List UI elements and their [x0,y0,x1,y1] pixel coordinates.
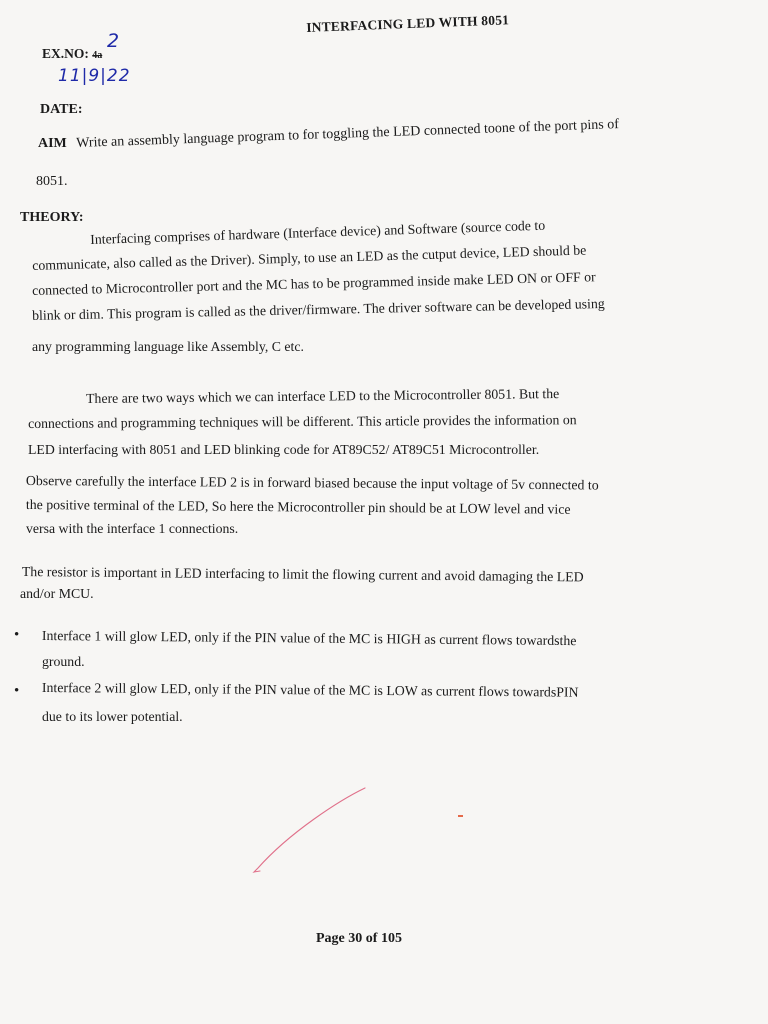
paragraph-line: and/or MCU. [20,586,94,601]
bullet-text-line: due to its lower potential. [42,709,183,724]
date-handwritten-value: 11|9|22 [58,66,131,86]
page-footer [316,931,402,947]
paragraph-line: connected to Microcontroller port and the MC has to be programmed inside make LED ON or OFF or [32,269,596,298]
theory-heading: THEORY: [20,210,84,225]
page-total: 105 [380,931,402,946]
paragraph-line: The resistor is important in LED interfacing to limit the flowing current and avoid damaging the LED [21,564,584,585]
bullet-point: • [14,627,20,643]
exno-printed-value: 4a [92,50,103,61]
paragraph-line: LED interfacing with 8051 and LED blinking code for AT89C52/ AT89C51 Microcontroller. [28,442,540,457]
paragraph-line: blink or dim. This program is called as the driver/firmware. The driver software can be developed using [32,296,605,323]
bullet-text-line: Interface 2 will glow LED, only if the PIN value of the MC is LOW as current flows towardsPIN [41,680,579,700]
ink-dot [458,815,463,817]
date-label: DATE: [40,102,83,117]
exercise-number [42,46,102,62]
paragraph-line: Observe carefully the interface LED 2 is in forward biased because the input voltage of 5v connected to [25,473,599,493]
bullet-text-line: ground. [42,654,85,669]
exno-handwritten-value: 2 [107,30,120,52]
bullet-point: • [14,683,20,699]
paragraph-line: Interfacing comprises of hardware (Interface device) and Software (source code to [90,217,546,247]
paragraph-line: the positive terminal of the LED, So here the Microcontroller pin should be at LOW level and vice [25,497,571,517]
page-of: of [365,931,378,946]
aim-text-line: 8051. [36,174,68,189]
bullet-text-line: Interface 1 will glow LED, only if the PIN value of the MC is HIGH as current flows towardsthe [41,628,577,649]
document-title: INTERFACING LED WITH 8051 [306,12,510,35]
paragraph-line: communicate, also called as the Driver). Simply, to use an LED as the cutput device, LED should be [32,242,587,273]
pen-stroke-mark [250,782,380,882]
page-prefix: Page [316,931,345,946]
aim-heading: AIM [38,136,67,151]
paragraph-line: connections and programming techniques will be different. This article provides the information on [28,412,577,431]
paragraph-line: any programming language like Assembly, C etc. [32,339,304,354]
paragraph-line: versa with the interface 1 connections. [26,521,239,536]
paragraph-line: There are two ways which we can interface LED to the Microcontroller 8051. But the [86,386,560,406]
page-number: 30 [348,931,363,946]
aim-text-line: Write an assembly language program to for toggling the LED connected toone of the port pins of [76,117,620,151]
exno-label: EX.NO: [42,46,89,61]
